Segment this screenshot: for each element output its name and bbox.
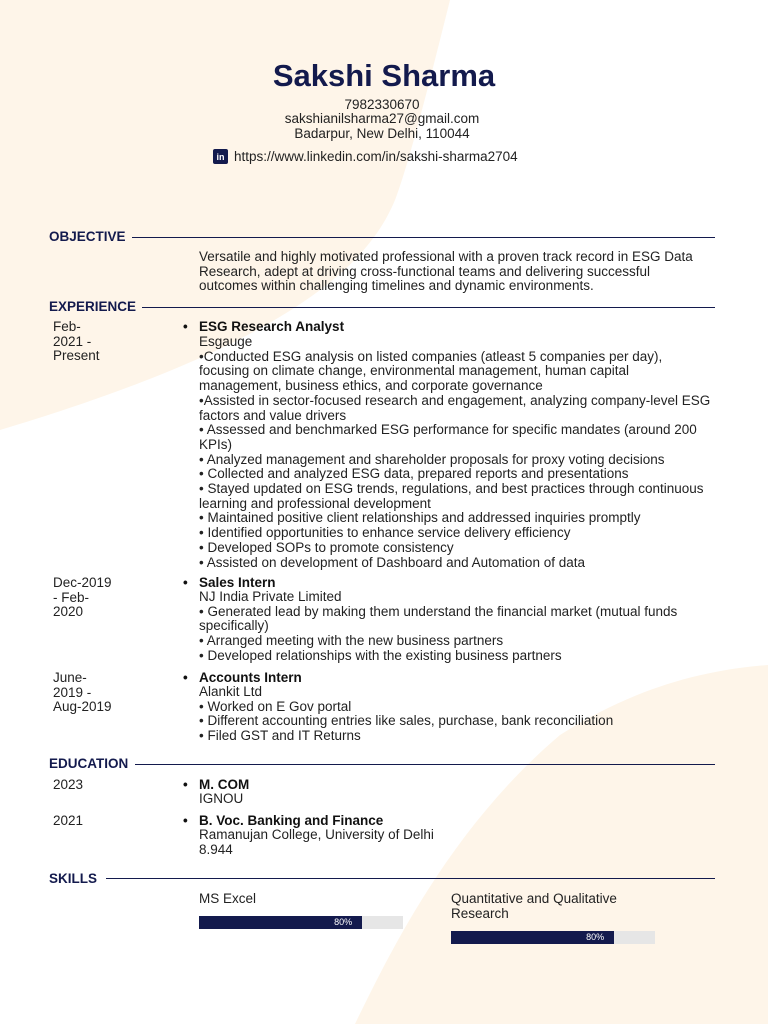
experience-divider [142,307,715,308]
job-title: • Sales Intern [199,576,276,591]
company-name: Esgauge [199,334,253,349]
company-name: Alankit Ltd [199,684,263,699]
education-divider [135,764,715,765]
skill-label: MS Excel [199,891,257,906]
institution: IGNOU [199,791,244,806]
education-year: 2021 [53,813,84,828]
home-address: Badarpur, New Delhi, 110044 [294,126,470,141]
institution: Ramanujan College, University of Delhi 8.944 [199,827,434,857]
objective-divider [132,237,715,238]
company-name: NJ India Private Limited [199,589,342,604]
objective-heading: OBJECTIVE [49,229,126,244]
degree-title: • M. COM [199,778,249,793]
education-heading: EDUCATION [49,756,129,771]
linkedin-icon: in [213,149,228,164]
experience-date: June- 2019 - Aug-2019 [53,670,112,715]
degree-title: • B. Voc. Banking and Finance [199,814,383,829]
email-address[interactable]: sakshianilsharma27@gmail.com [284,111,480,126]
skills-heading: SKILLS [49,871,98,886]
linkedin-url[interactable]: https://www.linkedin.com/in/sakshi-sharma2704 [234,149,518,164]
job-title: • ESG Research Analyst [199,320,344,335]
skill-level-fill: 80% [199,916,362,929]
candidate-name: Sakshi Sharma [272,58,496,93]
skill-label: Quantitative and Qualitative Research [451,891,617,921]
objective-text: Versatile and highly motivated professional with a proven track record in ESG Data Research, adept at driving cross-functional teams and delivering successful outcomes within challenging timelines and dynamic environments. [199,249,693,294]
skills-divider [106,878,715,879]
job-details: Esgauge •Conducted ESG analysis on listed companies (atleast 5 companies per day), focusing on climate change, environmental management, human capital management, business ethics, and corporate governance •Assisted in sector-focused research and engagement, analyzing company-level ESG factors and value drivers • Assessed and benchmarked ESG performance for specific mandates (around 200 KPIs) • Analyzed management and shareholder proposals for proxy voting decisions • Collected and analyzed ESG data, prepared reports and presentations • Stayed updated on ESG trends, regulations, and best practices through continuous learning and professional development • Maintained positive client relationships and addressed inquiries promptly • Identified opportunities to enhance service delivery efficiency • Developed SOPs to promote consistency • Assisted on development of Dashboard and Automation of data [199,334,711,570]
experience-date: Dec-2019 - Feb- 2020 [53,575,112,620]
experience-heading: EXPERIENCE [49,299,137,314]
skill-level-bar [199,916,403,929]
linkedin-row [213,149,518,164]
phone-number: 7982330670 [344,97,420,112]
skill-level-fill: 80% [451,931,614,944]
skill-level-bar [451,931,655,944]
job-details: NJ India Private Limited • Generated lead by making them understand the financial market (mutual funds specifically) • Arranged meeting with the new business partners • Developed relationships with the existing business partners [199,589,678,663]
grade: 8.944 [199,841,233,857]
experience-date: Feb- 2021 - Present [53,319,100,364]
education-year: 2023 [53,777,84,792]
job-title: • Accounts Intern [199,671,302,686]
job-details: Alankit Ltd • Worked on E Gov portal • Different accounting entries like sales, purchase, bank reconciliation • Filed GST and IT Returns [199,684,614,744]
